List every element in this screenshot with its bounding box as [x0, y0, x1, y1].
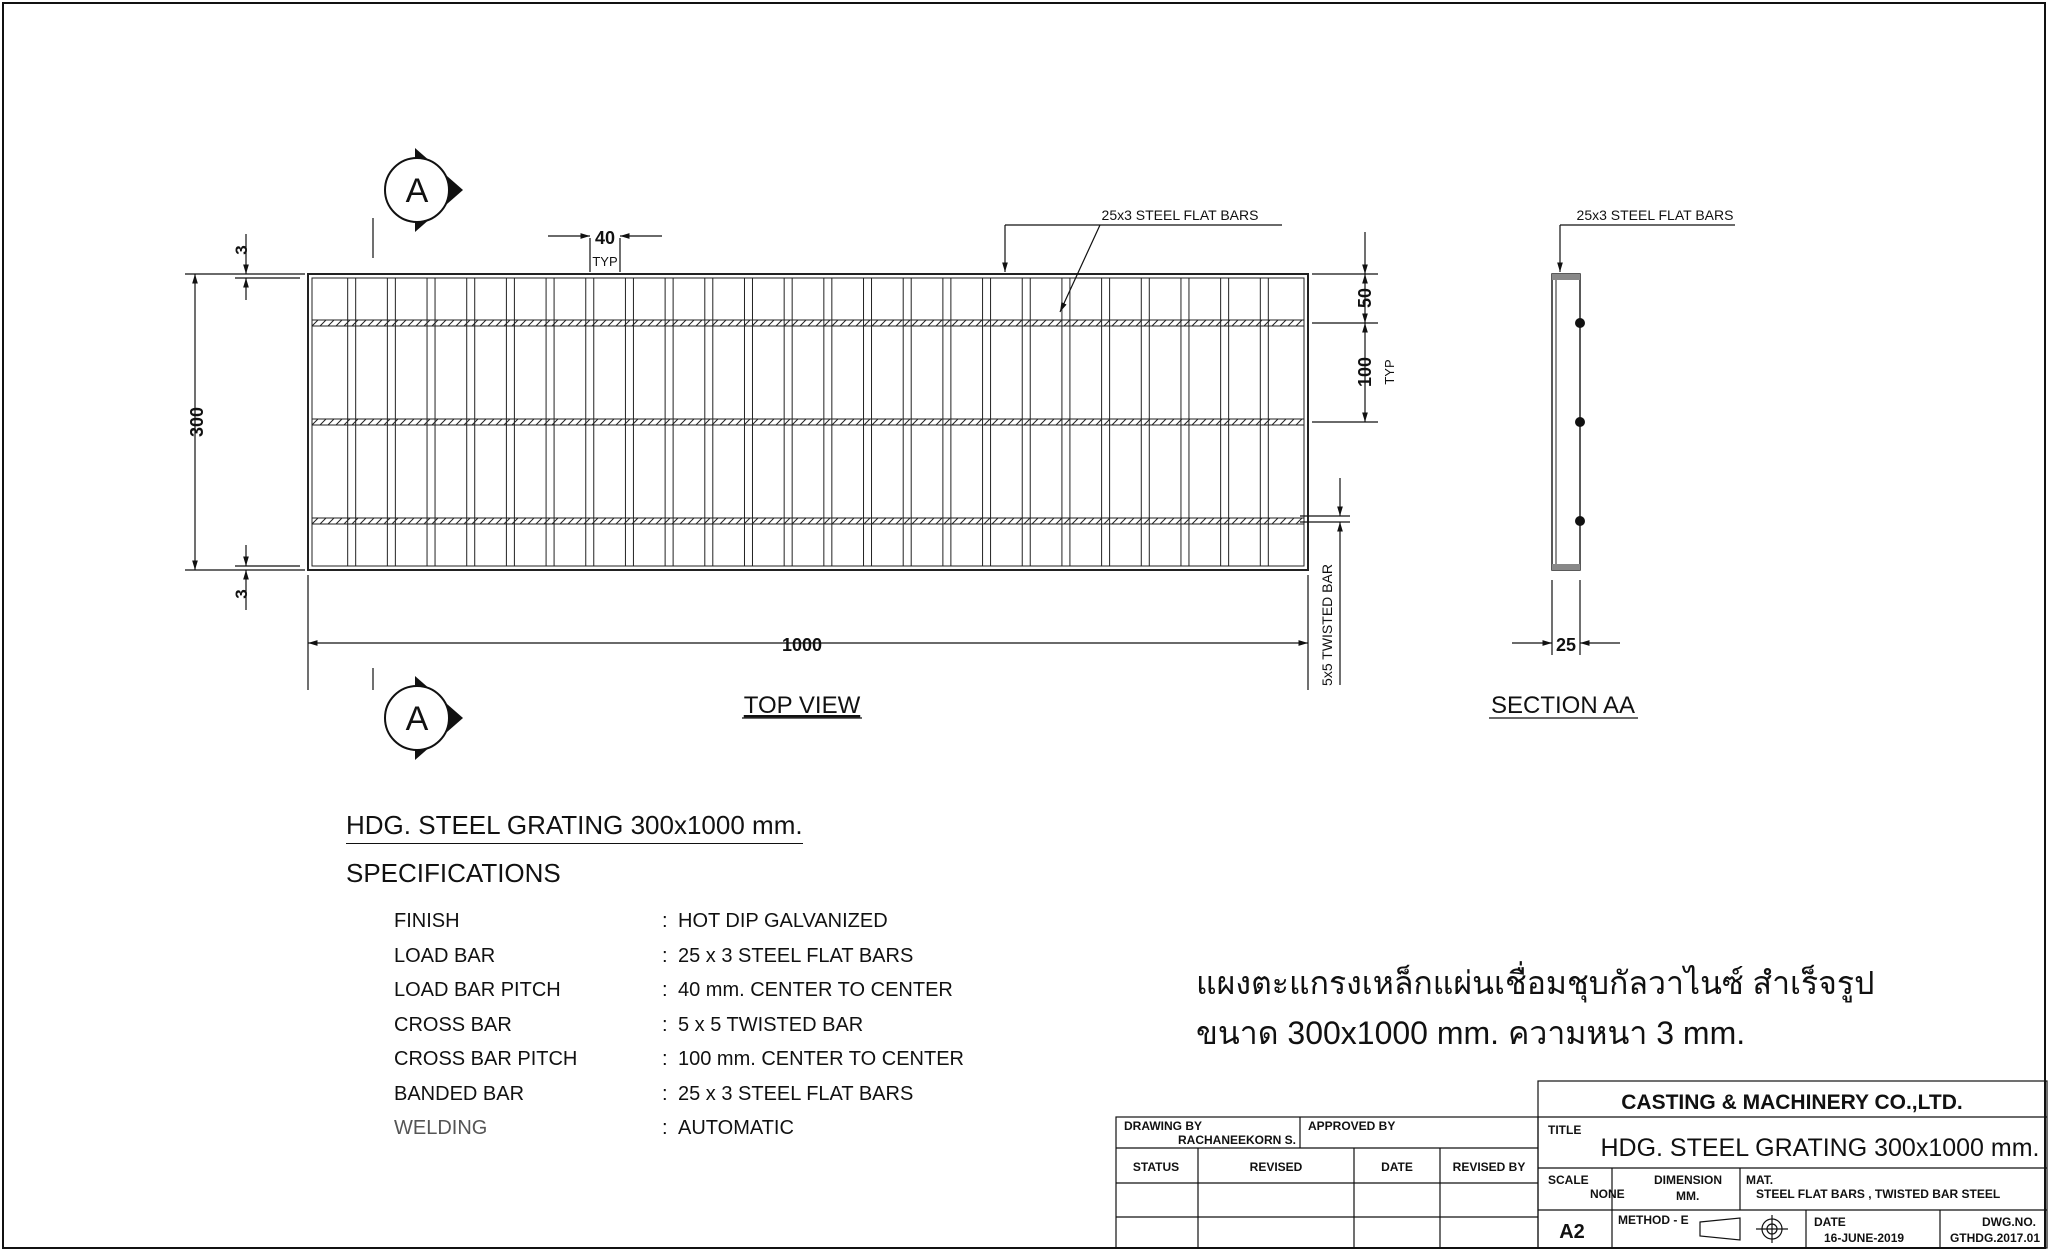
spec-separator: :: [662, 910, 668, 932]
dim-cross-pitch-100: 100: [1355, 356, 1375, 388]
spec-separator: :: [662, 1117, 668, 1139]
spec-label: CROSS BAR PITCH: [394, 1048, 578, 1070]
tb-sheet-size: A2: [1559, 1221, 1585, 1243]
callout-twisted-bar: 5x5 TWISTED BAR: [1319, 564, 1335, 686]
tb-dimension: MM.: [1676, 1189, 1700, 1203]
spec-separator: :: [662, 979, 668, 1001]
callout-flat-bars: 25x3 STEEL FLAT BARS: [1101, 207, 1259, 223]
dim-top-thk: 3: [232, 245, 251, 255]
twisted-cross-bar: [312, 518, 1304, 524]
spec-value: 100 mm. CENTER TO CENTER: [678, 1048, 964, 1070]
spec-value: AUTOMATIC: [678, 1117, 794, 1139]
load-bars: [348, 278, 1269, 566]
spec-label: LOAD BAR: [394, 944, 496, 967]
thai-line-2: ขนาด 300x1000 mm. ความหนา 3 mm.: [1196, 1015, 1746, 1051]
tb-revised-by-label: REVISED BY: [1452, 1160, 1526, 1174]
tb-revised-label: REVISED: [1249, 1160, 1303, 1174]
section-aa-label: SECTION AA: [1490, 692, 1636, 719]
grating-top-view: [308, 274, 1308, 570]
spec-separator: :: [662, 944, 668, 967]
section-marker-top: [385, 148, 463, 232]
spec-title: HDG. STEEL GRATING 300x1000 mm.: [346, 810, 803, 844]
dim-length-1000: 1000: [781, 635, 823, 655]
tb-mat-label: MAT.: [1746, 1173, 1774, 1187]
tb-title-label: TITLE: [1548, 1123, 1582, 1137]
top-view-label: TOP VIEW: [743, 692, 861, 719]
section-twisted-bar-1: [1575, 318, 1585, 328]
tb-dwg-no-label: DWG.NO.: [1982, 1215, 2036, 1229]
spec-value: 40 mm. CENTER TO CENTER: [678, 979, 953, 1001]
spec-value: 5 x 5 TWISTED BAR: [678, 1013, 864, 1036]
spec-label: CROSS BAR: [394, 1013, 512, 1036]
section-marker-top-label: A: [405, 172, 429, 210]
tb-date: 16-JUNE-2019: [1824, 1231, 1905, 1245]
tb-drawing-by: RACHANEEKORN S.: [1178, 1133, 1297, 1147]
twisted-cross-bar: [312, 419, 1304, 425]
tb-company: CASTING & MACHINERY CO.,LTD.: [1621, 1091, 1963, 1114]
section-marker-bottom: [385, 676, 463, 760]
spec-separator: :: [662, 1082, 668, 1105]
section-twisted-bar-2: [1575, 417, 1585, 427]
dim-first-cross-50: 50: [1355, 287, 1375, 309]
section-aa-view: [1512, 225, 1735, 655]
dim-pitch-typ: TYP: [592, 254, 618, 269]
tb-method: METHOD - E: [1618, 1213, 1689, 1227]
spec-separator: :: [662, 1048, 668, 1070]
tb-title: HDG. STEEL GRATING 300x1000 mm.: [1600, 1134, 2040, 1162]
spec-label: BANDED BAR: [394, 1082, 525, 1105]
spec-value: 25 x 3 STEEL FLAT BARS: [678, 944, 914, 967]
dim-pitch-40: 40: [594, 228, 616, 248]
section-twisted-bar-3: [1575, 516, 1585, 526]
tb-approved-by-label: APPROVED BY: [1308, 1119, 1396, 1133]
tb-dimension-label: DIMENSION: [1654, 1173, 1723, 1187]
cross-bars: [312, 320, 1304, 524]
section-marker-bottom-label: A: [405, 700, 429, 738]
spec-label: LOAD BAR PITCH: [394, 979, 561, 1001]
grating-outline: [308, 274, 1308, 570]
tb-date-col-label: DATE: [1381, 1160, 1413, 1174]
spec-heading: SPECIFICATIONS: [346, 858, 561, 888]
tb-drawing-by-label: DRAWING BY: [1124, 1119, 1202, 1133]
spec-value: 25 x 3 STEEL FLAT BARS: [678, 1082, 914, 1105]
tb-scale: NONE: [1590, 1187, 1625, 1201]
dimensions-top-view: [185, 218, 1378, 690]
tb-status-label: STATUS: [1132, 1160, 1180, 1174]
dim-cross-pitch-typ: TYP: [1382, 359, 1397, 385]
section-callout-flat-bars: 25x3 STEEL FLAT BARS: [1576, 207, 1734, 223]
spec-value: HOT DIP GALVANIZED: [678, 910, 888, 932]
tb-material: STEEL FLAT BARS , TWISTED BAR STEEL: [1756, 1187, 2001, 1201]
tb-date-label: DATE: [1814, 1215, 1846, 1229]
spec-separator: :: [662, 1013, 668, 1036]
dim-height-300: 300: [187, 406, 207, 438]
tb-scale-label: SCALE: [1548, 1173, 1589, 1187]
sheet-border: [3, 3, 2045, 1248]
twisted-cross-bar: [312, 320, 1304, 326]
dim-bottom-thk: 3: [232, 589, 251, 599]
spec-label: WELDING: [394, 1117, 488, 1139]
tb-dwg-no: GTHDG.2017.01: [1949, 1231, 2040, 1245]
section-dim-25: 25: [1555, 635, 1577, 655]
thai-line-1: แผงตะแกรงเหล็กแผ่นเชื่อมชุบกัลวาไนซ์ สำเร็จรูป: [1196, 965, 1875, 1001]
spec-label: FINISH: [394, 910, 460, 932]
